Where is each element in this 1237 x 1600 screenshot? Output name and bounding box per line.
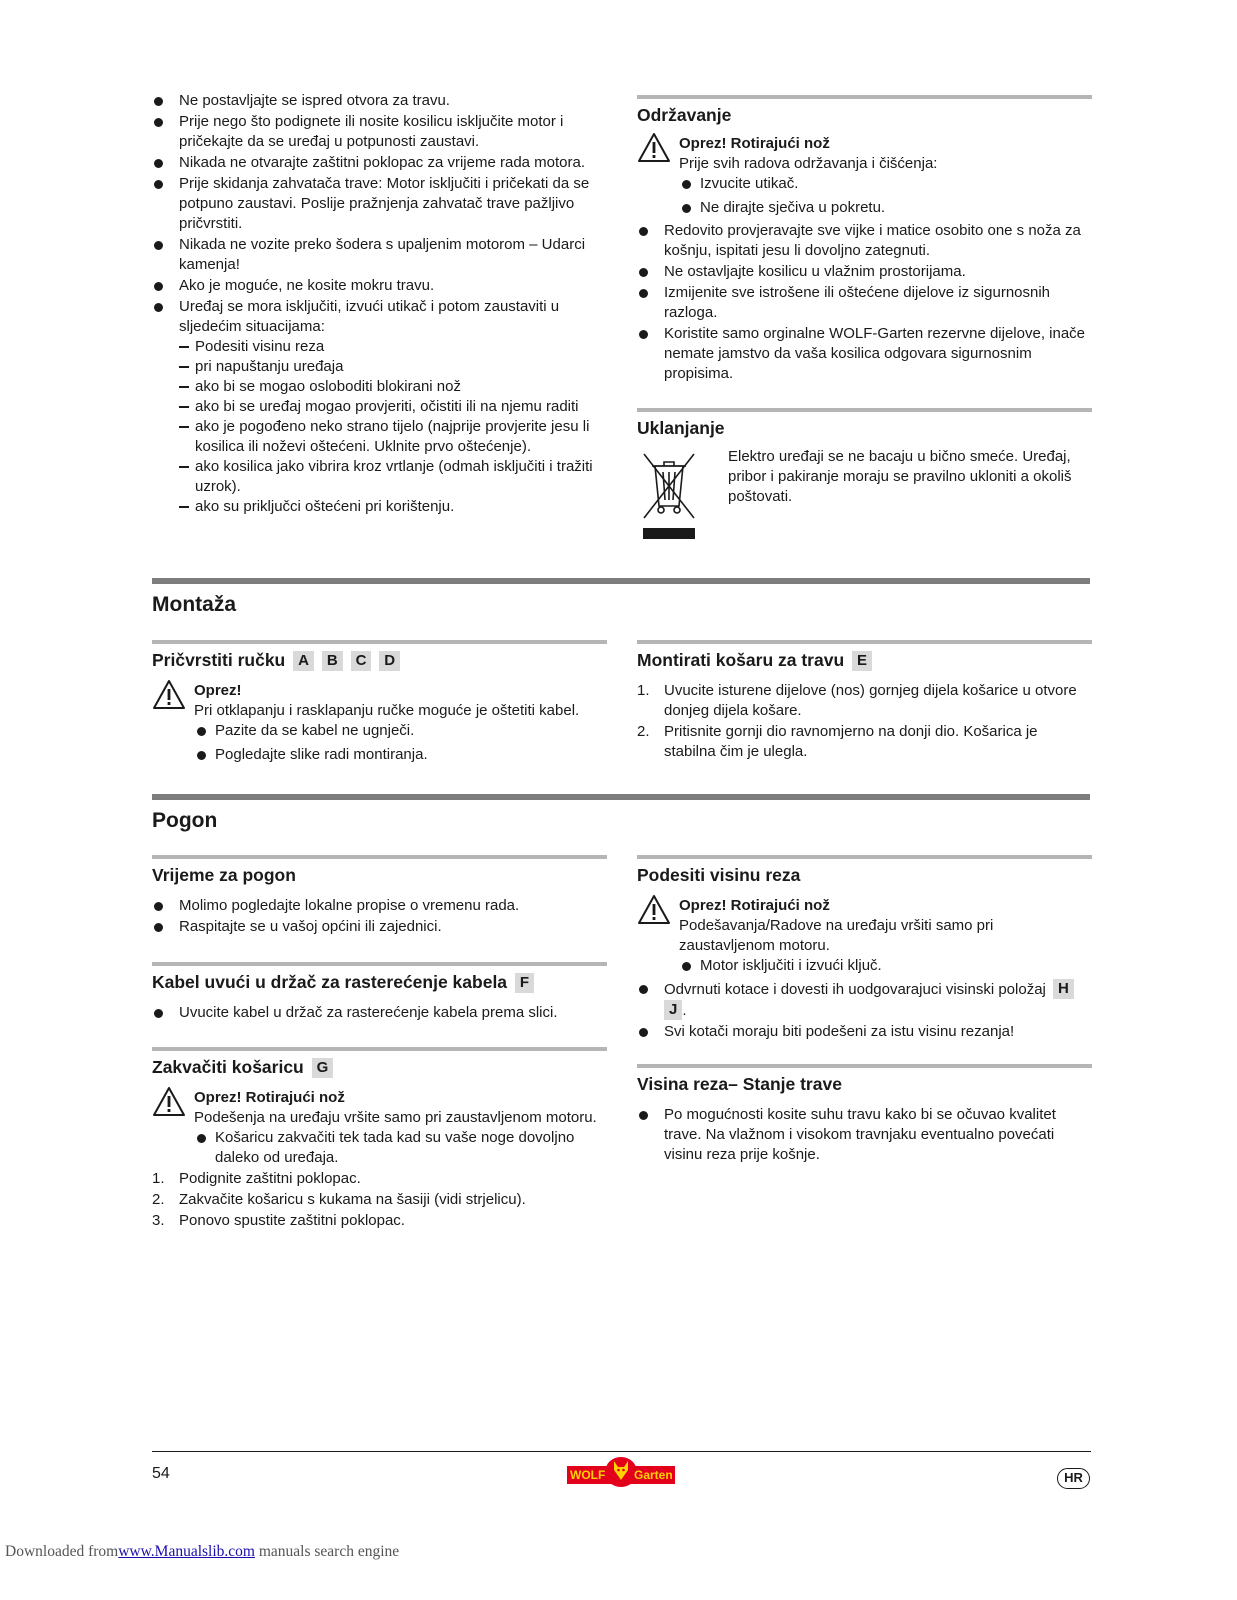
download-suffix: manuals search engine	[254, 1543, 400, 1560]
safety-bullet-list	[152, 91, 612, 517]
bullet-list	[637, 979, 1092, 1042]
warning-text: Prije svih radova održavanja i čišćenja:	[679, 155, 938, 172]
list-item: Izmijenite sve istrošene ili oštećene dijelove iz sigurnosnih razloga.	[637, 283, 1092, 323]
steps-list	[637, 681, 1092, 762]
section-heading	[152, 962, 607, 993]
download-prefix: Downloaded from	[5, 1543, 119, 1560]
bullet-list	[637, 1105, 1092, 1165]
wolf-garten-logo	[567, 1457, 675, 1487]
warning-text: Podešenja na uređaju vršite samo pri zaustavljenom motoru.	[194, 1109, 597, 1126]
list-item: Nikada ne otvarajte zaštitni poklopac za vrijeme rada motora.	[152, 153, 612, 173]
warning-title: Oprez!	[194, 682, 242, 699]
section-uklanjanje	[637, 408, 1092, 507]
language-badge: HR	[1057, 1468, 1090, 1489]
dash-item: ako je pogođeno neko strano tijelo (najprije provjerite jesu li kosilica ili noževi oštećeni. Uklnite prvo oštećenje).	[179, 417, 612, 457]
list-item: Raspitajte se u vašoj općini ili zajednici.	[152, 917, 607, 937]
list-item: Redovito provjeravajte sve vijke i matice osobito one s noža za košnju, ispitati jesu li dovoljno zategnuti.	[637, 221, 1092, 261]
warning-title: Oprez! Rotirajući nož	[679, 897, 830, 914]
figure-ref-g: G	[312, 1058, 334, 1078]
section-heading	[152, 1047, 607, 1078]
list-item: Ne postavljajte se ispred otvora za travu.	[152, 91, 612, 111]
chapter-pogon	[152, 794, 1090, 834]
section-title: Kabel uvući u držač za rasterećenje kabela	[152, 972, 508, 992]
disposal-text: Elektro uređaji se ne bacaju u bično smeće. Uređaj, pribor i pakiranje moraju se pravilno ukloniti a okoliš poštovati.	[728, 448, 1072, 505]
chapter-montaza	[152, 578, 1090, 618]
list-item	[152, 1211, 607, 1231]
list-item: Pogledajte slike radi montiranja.	[194, 745, 607, 765]
figure-ref-j: J	[664, 1000, 682, 1020]
list-item: Pazite da se kabel ne ugnječi.	[194, 721, 607, 741]
section-heading: Vrijeme za pogon	[152, 855, 607, 886]
figure-ref-b: B	[322, 651, 343, 671]
step-text: Zakvačite košaricu s kukama na šasiji (vidi strjelicu).	[179, 1191, 526, 1208]
list-item	[152, 1169, 607, 1189]
page-number: 54	[152, 1465, 170, 1482]
section-title: Montirati košaru za travu	[637, 650, 845, 670]
list-item: Prije skidanja zahvatača trave: Motor isključiti i pričekati da se potpuno zaustavi. Poslije pražnjenja zahvatač trave pažljivo pričvrstiti.	[152, 174, 612, 234]
list-item: Izvucite utikač.	[679, 174, 1092, 194]
step-text: Podignite zaštitni poklopac.	[179, 1170, 361, 1187]
section-stanje-trave	[637, 1064, 1092, 1166]
section-title: Zakvačiti košaricu	[152, 1057, 304, 1077]
step-number: 2.	[637, 723, 650, 740]
dash-item: pri napuštanju uređaja	[179, 357, 612, 377]
section-heading	[152, 640, 607, 671]
figure-ref-a: A	[293, 651, 314, 671]
list-item: Molimo pogledajte lokalne propise o vremenu rada.	[152, 896, 607, 916]
figure-ref-h: H	[1053, 979, 1074, 999]
list-item	[637, 681, 1092, 721]
footer-rule	[152, 1451, 1091, 1452]
step-text: Ponovo spustite zaštitni poklopac.	[179, 1212, 405, 1229]
step-text: Pritisnite gornji dio ravnomjerno na donji dio. Košarica je stabilna čim je ulegla.	[664, 723, 1038, 760]
step-number: 2.	[152, 1191, 165, 1208]
list-item-text: Uređaj se mora isključiti, izvući utikač i potom zaustaviti u sljedećim situacijama:	[179, 298, 560, 335]
warning-title: Oprez! Rotirajući nož	[194, 1089, 345, 1106]
list-item: Svi kotači moraju biti podešeni za istu visinu rezanja!	[637, 1022, 1092, 1042]
bullet-list	[152, 896, 607, 937]
figure-ref-d: D	[379, 651, 400, 671]
dash-item: ako bi se mogao osloboditi blokirani nož	[179, 377, 612, 397]
chapter-heading: Montaža	[152, 578, 1090, 618]
warning-triangle-icon	[152, 679, 186, 711]
warning-bullet-list	[194, 721, 607, 765]
step-number: 3.	[152, 1212, 165, 1229]
step-number: 1.	[637, 682, 650, 699]
maintenance-bullet-list	[637, 221, 1092, 384]
section-pricvrstiti-rucku	[152, 640, 607, 766]
list-item: Uvucite kabel u držač za rasterećenje kabela prema slici.	[152, 1003, 607, 1023]
list-item	[152, 1190, 607, 1210]
list-item: Prije nego što podignete ili nosite kosilicu isključite motor i pričekajte da se uređaj u potpunosti zaustavi.	[152, 112, 612, 152]
warning-bullet-list	[679, 956, 1092, 976]
list-item: Koristite samo orginalne WOLF-Garten rezervne dijelove, inače nemate jamstvo da vaša kosilica odgovara sigurnosnim propisima.	[637, 324, 1092, 384]
warning-title: Oprez! Rotirajući nož	[679, 135, 830, 152]
figure-ref-f: F	[515, 973, 534, 993]
dash-item: ako bi se uređaj mogao provjeriti, očistiti ili na njemu raditi	[179, 397, 612, 417]
warning-block	[152, 1088, 607, 1168]
logo-text-garten: Garten	[634, 1468, 673, 1482]
list-item: Motor isključiti i izvući ključ.	[679, 956, 1092, 976]
step-text: Uvucite isturene dijelove (nos) gornjeg dijela košarice u otvore donjeg dijela košare.	[664, 682, 1077, 719]
list-item: Po mogućnosti kosite suhu travu kako bi se očuvao kvalitet trave. Na vlažnom i visokom travnjaku eventualno povećati visinu reza prije košnje.	[637, 1105, 1092, 1165]
warning-bullet-list	[679, 174, 1092, 218]
steps-list	[152, 1169, 607, 1231]
section-title: Pričvrstiti ručku	[152, 650, 286, 670]
manualslib-link[interactable]: www.Manualslib.com	[118, 1543, 255, 1560]
list-item-end: .	[682, 1002, 687, 1019]
list-item: Košaricu zakvačiti tek tada kad su vaše noge dovoljno daleko od uređaja.	[194, 1128, 607, 1168]
download-note	[5, 1543, 399, 1561]
crossed-bin-icon	[641, 448, 697, 540]
warning-block	[637, 134, 1092, 218]
section-vrijeme	[152, 855, 607, 938]
list-item: Ako je moguće, ne kosite mokru travu.	[152, 276, 612, 296]
section-montirati-kosaru	[637, 640, 1092, 763]
step-number: 1.	[152, 1170, 165, 1187]
dash-item: ako kosilica jako vibrira kroz vrtlanje (odmah isključiti i tražiti uzrok).	[179, 457, 612, 497]
warning-triangle-icon	[637, 132, 671, 164]
figure-ref-c: C	[351, 651, 372, 671]
list-item: Ne ostavljajte kosilicu u vlažnim prostorijama.	[637, 262, 1092, 282]
section-heading: Podesiti visinu reza	[637, 855, 1092, 886]
warning-text: Pri otklapanju i rasklapanju ručke moguće je oštetiti kabel.	[194, 702, 580, 719]
warning-block	[637, 896, 1092, 976]
list-item: Ne dirajte sječiva u pokretu.	[679, 198, 1092, 218]
section-kabel	[152, 962, 607, 1024]
dash-item: ako su priključci oštećeni pri korištenju.	[179, 497, 612, 517]
list-item	[637, 979, 1092, 1021]
situation-dash-list	[179, 337, 612, 517]
section-podesiti-visinu	[637, 855, 1092, 1043]
list-item	[637, 722, 1092, 762]
safety-list-column	[152, 91, 612, 518]
section-heading: Uklanjanje	[637, 408, 1092, 439]
section-heading	[637, 640, 1092, 671]
list-item	[152, 297, 612, 517]
warning-bullet-list	[194, 1128, 607, 1168]
warning-triangle-icon	[152, 1086, 186, 1118]
warning-triangle-icon	[637, 894, 671, 926]
dash-item: Podesiti visinu reza	[179, 337, 612, 357]
bullet-list	[152, 1003, 607, 1023]
warning-text: Podešavanja/Radove na uređaju vršiti samo pri zaustavljenom motoru.	[679, 917, 994, 954]
list-item-text: Odvrnuti kotace i dovesti ih uodgovarajuci visinski položaj	[664, 981, 1046, 998]
section-zakvaciti	[152, 1047, 607, 1232]
logo-text-wolf: WOLF	[570, 1468, 606, 1482]
section-odrzavanje	[637, 95, 1092, 385]
wolf-head-icon	[611, 1460, 631, 1482]
figure-ref-e: E	[852, 651, 872, 671]
chapter-heading: Pogon	[152, 794, 1090, 834]
section-heading: Održavanje	[637, 95, 1092, 126]
list-item: Nikada ne vozite preko šodera s upaljenim motorom – Udarci kamenja!	[152, 235, 612, 275]
warning-block	[152, 681, 607, 765]
section-heading: Visina reza– Stanje trave	[637, 1064, 1092, 1095]
